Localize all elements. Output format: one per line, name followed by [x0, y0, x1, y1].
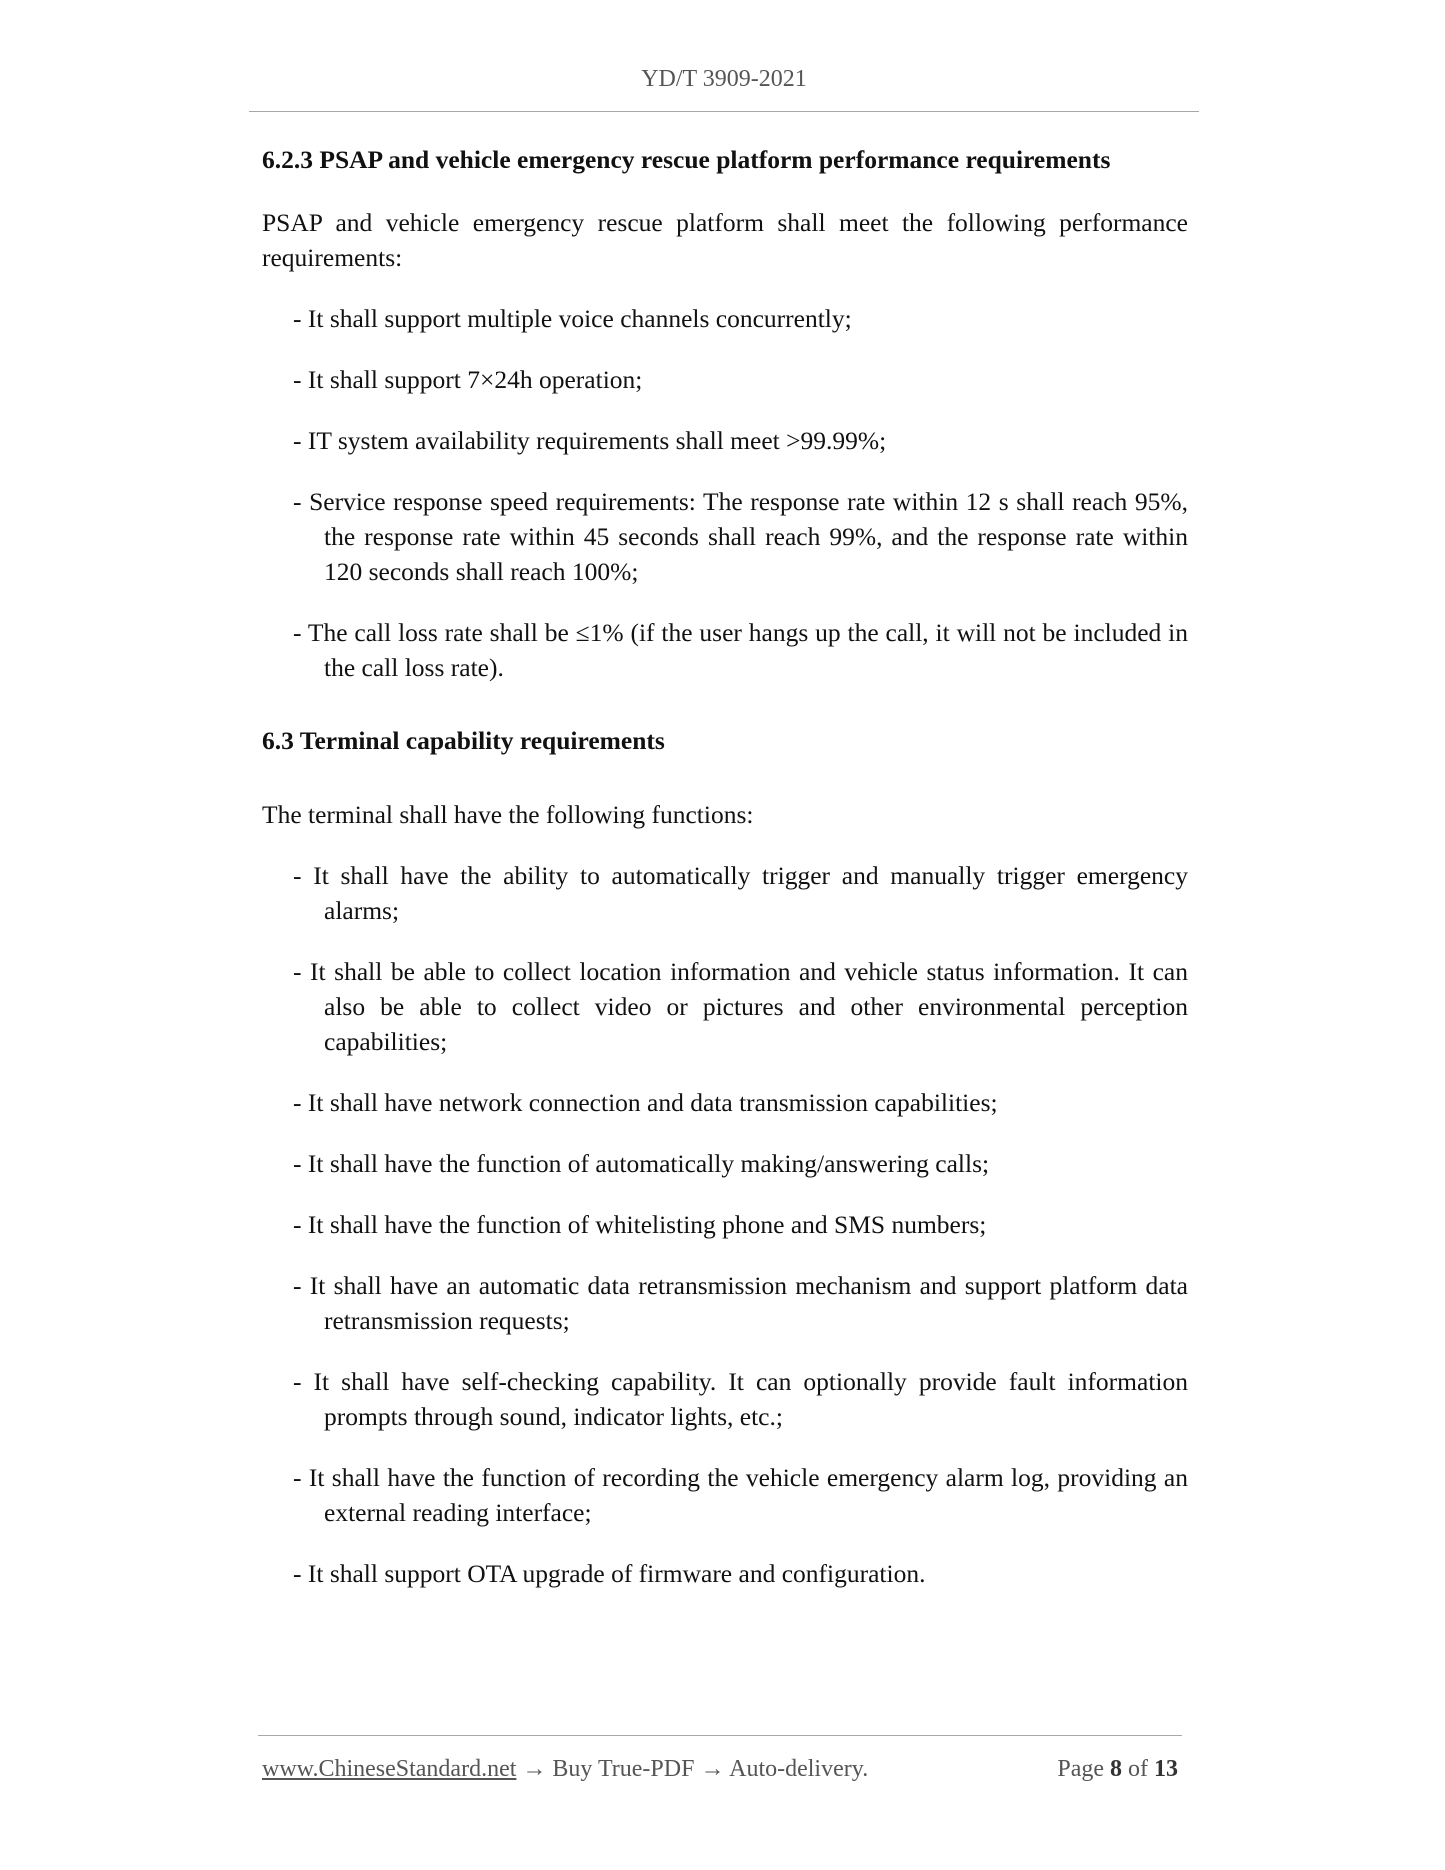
page-content — [262, 142, 1188, 1591]
list-item: - IT system availability requirements shall meet >99.99%; — [293, 426, 887, 455]
list-item: - It shall have self-checking capability. It can optionally provide fault information prompts through sound, indicator lights, etc.; — [293, 1367, 1188, 1431]
section-heading-6-2-3: 6.2.3 PSAP and vehicle emergency rescue platform performance requirements — [262, 145, 1111, 174]
page-footer — [262, 1752, 1178, 1786]
website-link[interactable]: www.ChineseStandard.net — [262, 1756, 517, 1782]
current-page-number: 8 — [1110, 1756, 1122, 1782]
list-item: - The call loss rate shall be ≤1% (if the user hangs up the call, it will not be included in the call loss rate). — [293, 618, 1188, 682]
list-item: - It shall have network connection and data transmission capabilities; — [293, 1088, 998, 1117]
of-label: of — [1128, 1756, 1148, 1782]
list-item: - It shall have the ability to automatically trigger and manually trigger emergency alarms; — [293, 861, 1188, 925]
section-heading-6-3: 6.3 Terminal capability requirements — [262, 726, 665, 755]
footer-tagline: → Buy True-PDF → Auto-delivery. — [516, 1756, 869, 1782]
list-item: - It shall have an automatic data retransmission mechanism and support platform data retransmission requests; — [293, 1271, 1188, 1335]
section-6-3-intro: The terminal shall have the following functions: — [262, 800, 754, 829]
list-item: - It shall have the function of recording the vehicle emergency alarm log, providing an external reading interface; — [293, 1463, 1188, 1527]
list-item: - Service response speed requirements: The response rate within 12 s shall reach 95%, the response rate within 45 seconds shall reach 99%, and the response rate within 120 seconds shall reach 100%; — [293, 487, 1188, 586]
list-item: - It shall support OTA upgrade of firmware and configuration. — [293, 1559, 926, 1588]
page-label: Page — [1057, 1756, 1104, 1782]
list-item: - It shall have the function of whitelisting phone and SMS numbers; — [293, 1210, 987, 1239]
footer-divider — [258, 1735, 1182, 1736]
page-indicator — [1057, 1752, 1178, 1786]
footer-left — [262, 1752, 868, 1786]
list-item: - It shall be able to collect location information and vehicle status information. It can also be able to collect video or pictures and other environmental perception capabilities; — [293, 957, 1188, 1056]
header-divider — [249, 111, 1199, 112]
list-item: - It shall support multiple voice channels concurrently; — [293, 304, 852, 333]
document-header-id: YD/T 3909-2021 — [641, 66, 807, 92]
section-6-2-3-intro: PSAP and vehicle emergency rescue platform shall meet the following performance requirements: — [262, 208, 1188, 272]
list-item: - It shall have the function of automatically making/answering calls; — [293, 1149, 990, 1178]
list-item: - It shall support 7×24h operation; — [293, 365, 643, 394]
total-page-count: 13 — [1154, 1756, 1178, 1782]
